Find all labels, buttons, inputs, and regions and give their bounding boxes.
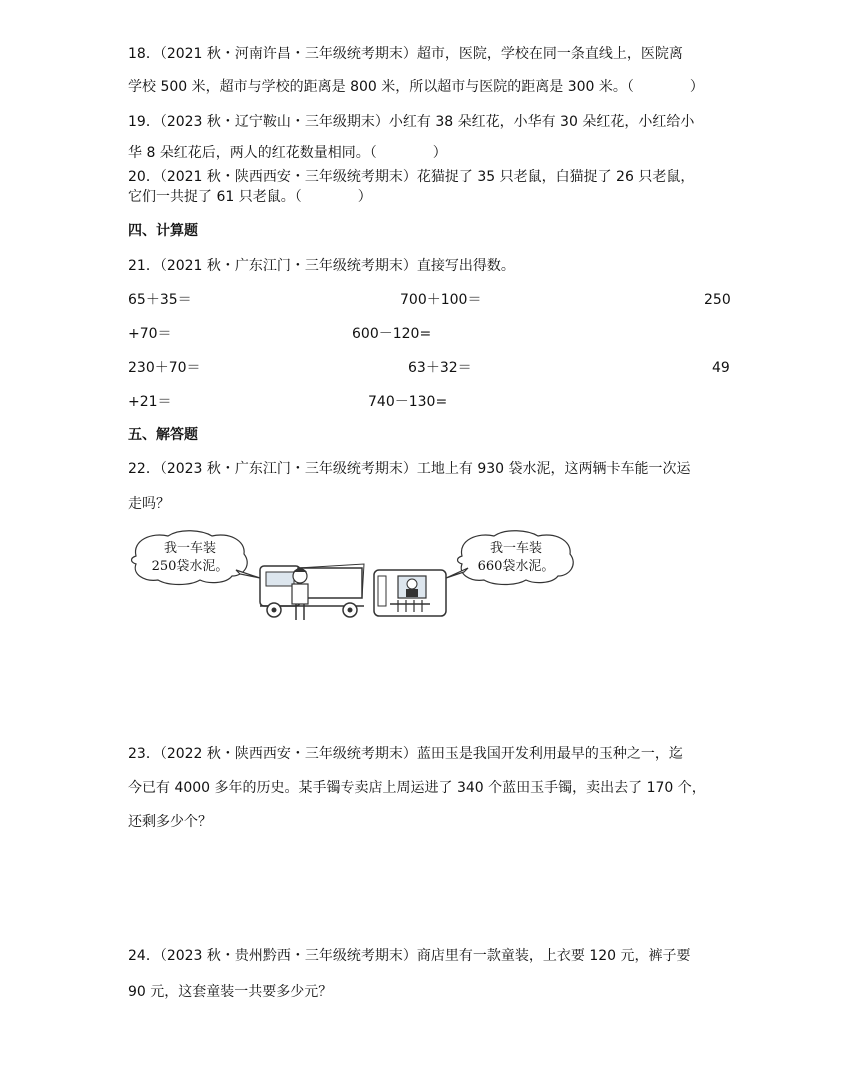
q21-title: 21．（2021 秋・广东江门・三年级统考期末）直接写出得数。 [128,258,515,274]
q19-line1: 19．（2023 秋・辽宁鞍山・三年级期末）小红有 38 朵红花，小华有 30 朵红花，小红给小 [128,114,695,130]
bubble2-line1: 我一车装 [489,541,543,556]
person-icon [292,568,308,620]
q23-line3: 还剩多少个？ [128,814,212,830]
q24-line1: 24．（2023 秋・贵州黔西・三年级统考期末）商店里有一款童装，上衣要 120 元，裤子要 [128,948,691,964]
calc-r2a: +70＝ [128,326,172,342]
q24-line2: 90 元，这套童装一共要多少元？ [128,984,333,1000]
speech-bubble-2 [446,531,573,585]
q20-line1: 20．（2021 秋・陕西西安・三年级统考期末）花猫捉了 35 只老鼠，白猫捉了 26 只老鼠， [128,169,695,185]
bubble2-line2: 660袋水泥。 [477,559,555,574]
section-5-title: 五、解答题 [128,427,198,443]
calc-r2b: 600－120= [352,326,432,342]
q19-line2: 华 8 朵红花后，两人的红花数量相同。（ ） [128,145,447,161]
speech-bubble-1 [132,531,261,585]
calc-r1c: 250 [704,292,731,308]
q23-line2: 今已有 4000 多年的历史。某手镯专卖店上周运进了 340 个蓝田玉手镯，卖出去了 170 个， [128,780,706,796]
truck-front-icon [374,570,446,616]
calc-r3b: 63＋32＝ [408,360,472,376]
q22-line1: 22．（2023 秋・广东江门・三年级统考期末）工地上有 930 袋水泥，这两辆卡车能一次运 [128,461,691,477]
calc-r4b: 740－130= [368,394,448,410]
trucks-illustration [128,528,588,628]
section-4-title: 四、计算题 [128,223,198,239]
calc-r1a: 65＋35＝ [128,292,192,308]
dump-truck-icon [260,564,364,617]
calc-r4a: +21＝ [128,394,172,410]
q18-line2: 学校 500 米，超市与学校的距离是 800 米，所以超市与医院的距离是 300 米。（ ） [128,79,704,95]
q20-line2: 它们一共捉了 61 只老鼠。（ ） [128,189,372,205]
q22-line2: 走吗？ [128,496,170,512]
calc-r1b: 700＋100＝ [400,292,482,308]
q23-line1: 23．（2022 秋・陕西西安・三年级统考期末）蓝田玉是我国开发利用最早的玉种之一，迄 [128,746,683,762]
calc-r3a: 230＋70＝ [128,360,201,376]
calc-r3c: 49 [712,360,730,376]
bubble1-line2: 250袋水泥。 [151,559,229,574]
bubble1-line1: 我一车装 [163,541,217,556]
q18-line1: 18．（2021 秋・河南许昌・三年级统考期末）超市，医院，学校在同一条直线上，医院离 [128,46,683,62]
